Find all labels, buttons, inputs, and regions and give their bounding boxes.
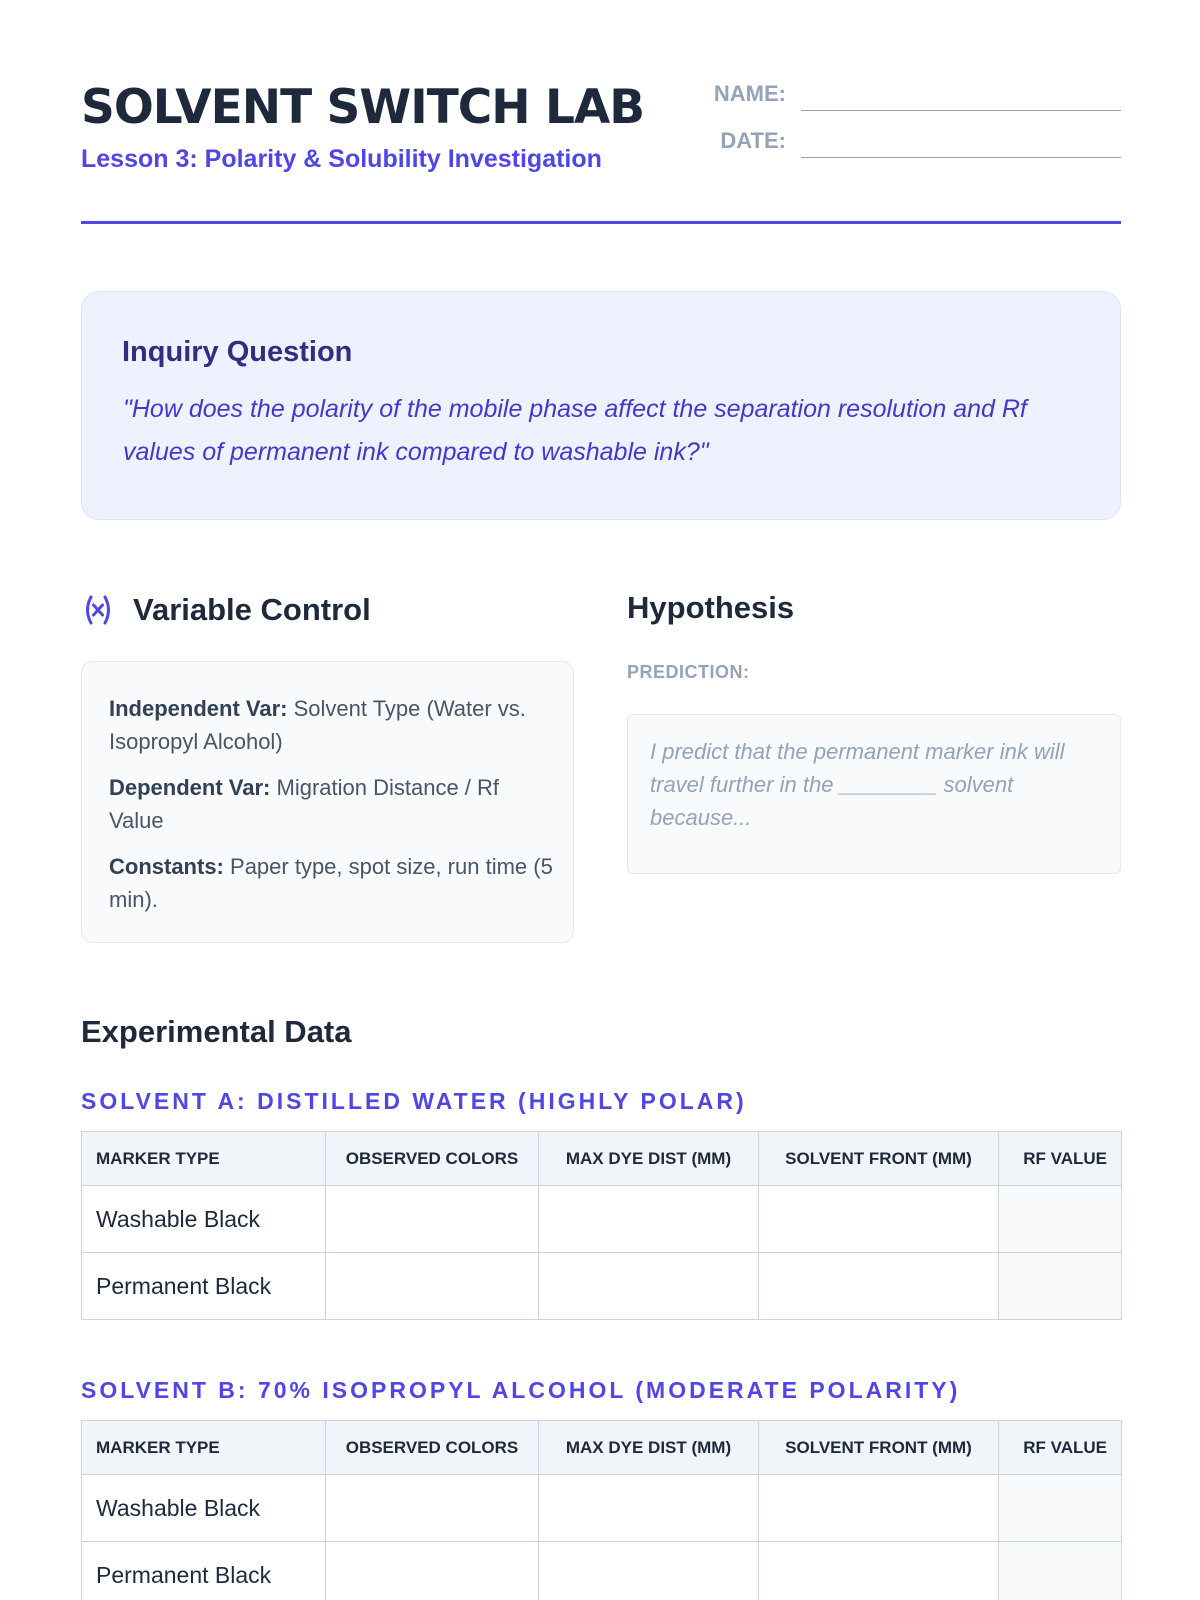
col-marker-type: MARKER TYPE xyxy=(82,1421,326,1475)
rf-value-cell[interactable] xyxy=(999,1542,1122,1600)
hypothesis-heading: Hypothesis xyxy=(627,590,795,625)
marker-type-cell: Washable Black xyxy=(82,1475,326,1542)
col-solvent-front: SOLVENT FRONT (MM) xyxy=(759,1421,999,1475)
independent-var-label: Independent Var: xyxy=(109,696,288,721)
solvent-front-cell[interactable] xyxy=(759,1253,999,1320)
rf-value-cell[interactable] xyxy=(999,1475,1122,1542)
marker-type-cell: Permanent Black xyxy=(82,1542,326,1600)
name-line[interactable] xyxy=(801,110,1121,111)
prediction-label: PREDICTION: xyxy=(627,662,750,682)
max-dye-dist-cell[interactable] xyxy=(539,1542,759,1600)
table-row xyxy=(82,1186,1122,1253)
marker-type-cell: Washable Black xyxy=(82,1186,326,1253)
table-header-row xyxy=(82,1132,1122,1186)
max-dye-dist-cell[interactable] xyxy=(539,1186,759,1253)
table-header-row xyxy=(82,1421,1122,1475)
constants xyxy=(109,850,553,916)
col-rf-value: RF VALUE xyxy=(999,1132,1122,1186)
prediction-input[interactable]: I predict that the permanent marker ink will travel further in the ________ solvent because... xyxy=(627,714,1121,874)
worksheet-header xyxy=(81,78,1121,224)
variable-control-heading: Variable Control xyxy=(133,592,371,627)
name-field xyxy=(81,78,1121,118)
observed-colors-cell[interactable] xyxy=(326,1475,539,1542)
constants-value: Paper type, spot size, run time (5 min). xyxy=(109,854,553,912)
max-dye-dist-cell[interactable] xyxy=(539,1253,759,1320)
solvent-a-title: SOLVENT A: DISTILLED WATER (HIGHLY POLAR) xyxy=(81,1088,747,1114)
dependent-var xyxy=(109,771,553,837)
solvent-front-cell[interactable] xyxy=(759,1186,999,1253)
independent-var xyxy=(109,692,553,758)
rf-value-cell[interactable] xyxy=(999,1186,1122,1253)
observed-colors-cell[interactable] xyxy=(326,1253,539,1320)
max-dye-dist-cell[interactable] xyxy=(539,1475,759,1542)
solvent-b-title: SOLVENT B: 70% ISOPROPYL ALCOHOL (MODERATE POLARITY) xyxy=(81,1377,961,1403)
independent-var-value: Solvent Type (Water vs. Isopropyl Alcohol) xyxy=(109,696,526,754)
inquiry-card xyxy=(81,291,1121,520)
variable-control-box xyxy=(81,661,574,943)
inquiry-heading: Inquiry Question xyxy=(122,336,353,368)
table-row xyxy=(82,1542,1122,1600)
table-row xyxy=(82,1253,1122,1320)
inquiry-question: "How does the polarity of the mobile phase affect the separation resolution and Rf values of permanent ink compared to washable ink?" xyxy=(123,395,1027,466)
col-max-dye-dist: MAX DYE DIST (MM) xyxy=(539,1421,759,1475)
col-solvent-front: SOLVENT FRONT (MM) xyxy=(759,1132,999,1186)
marker-type-cell: Permanent Black xyxy=(82,1253,326,1320)
variable-control-header xyxy=(81,590,371,630)
table-row xyxy=(82,1475,1122,1542)
page-subtitle: Lesson 3: Polarity & Solubility Investigation xyxy=(81,145,602,173)
col-rf-value: RF VALUE xyxy=(999,1421,1122,1475)
dependent-var-value: Migration Distance / Rf Value xyxy=(109,775,500,833)
solvent-front-cell[interactable] xyxy=(759,1542,999,1600)
col-observed-colors: OBSERVED COLORS xyxy=(326,1421,539,1475)
experimental-data-heading: Experimental Data xyxy=(81,1014,352,1049)
solvent-b-table xyxy=(81,1420,1122,1600)
col-observed-colors: OBSERVED COLORS xyxy=(326,1132,539,1186)
solvent-front-cell[interactable] xyxy=(759,1475,999,1542)
date-field xyxy=(81,125,1121,165)
col-max-dye-dist: MAX DYE DIST (MM) xyxy=(539,1132,759,1186)
observed-colors-cell[interactable] xyxy=(326,1542,539,1600)
col-marker-type: MARKER TYPE xyxy=(82,1132,326,1186)
constants-label: Constants: xyxy=(109,854,224,879)
observed-colors-cell[interactable] xyxy=(326,1186,539,1253)
name-label: NAME: xyxy=(713,81,786,106)
date-line[interactable] xyxy=(801,157,1121,158)
page-title: SOLVENT SWITCH LAB xyxy=(81,80,645,135)
solvent-a-table xyxy=(81,1131,1122,1320)
rf-value-cell[interactable] xyxy=(999,1253,1122,1320)
dependent-var-label: Dependent Var: xyxy=(109,775,271,800)
variable-icon xyxy=(81,593,115,627)
date-label: DATE: xyxy=(720,128,786,153)
